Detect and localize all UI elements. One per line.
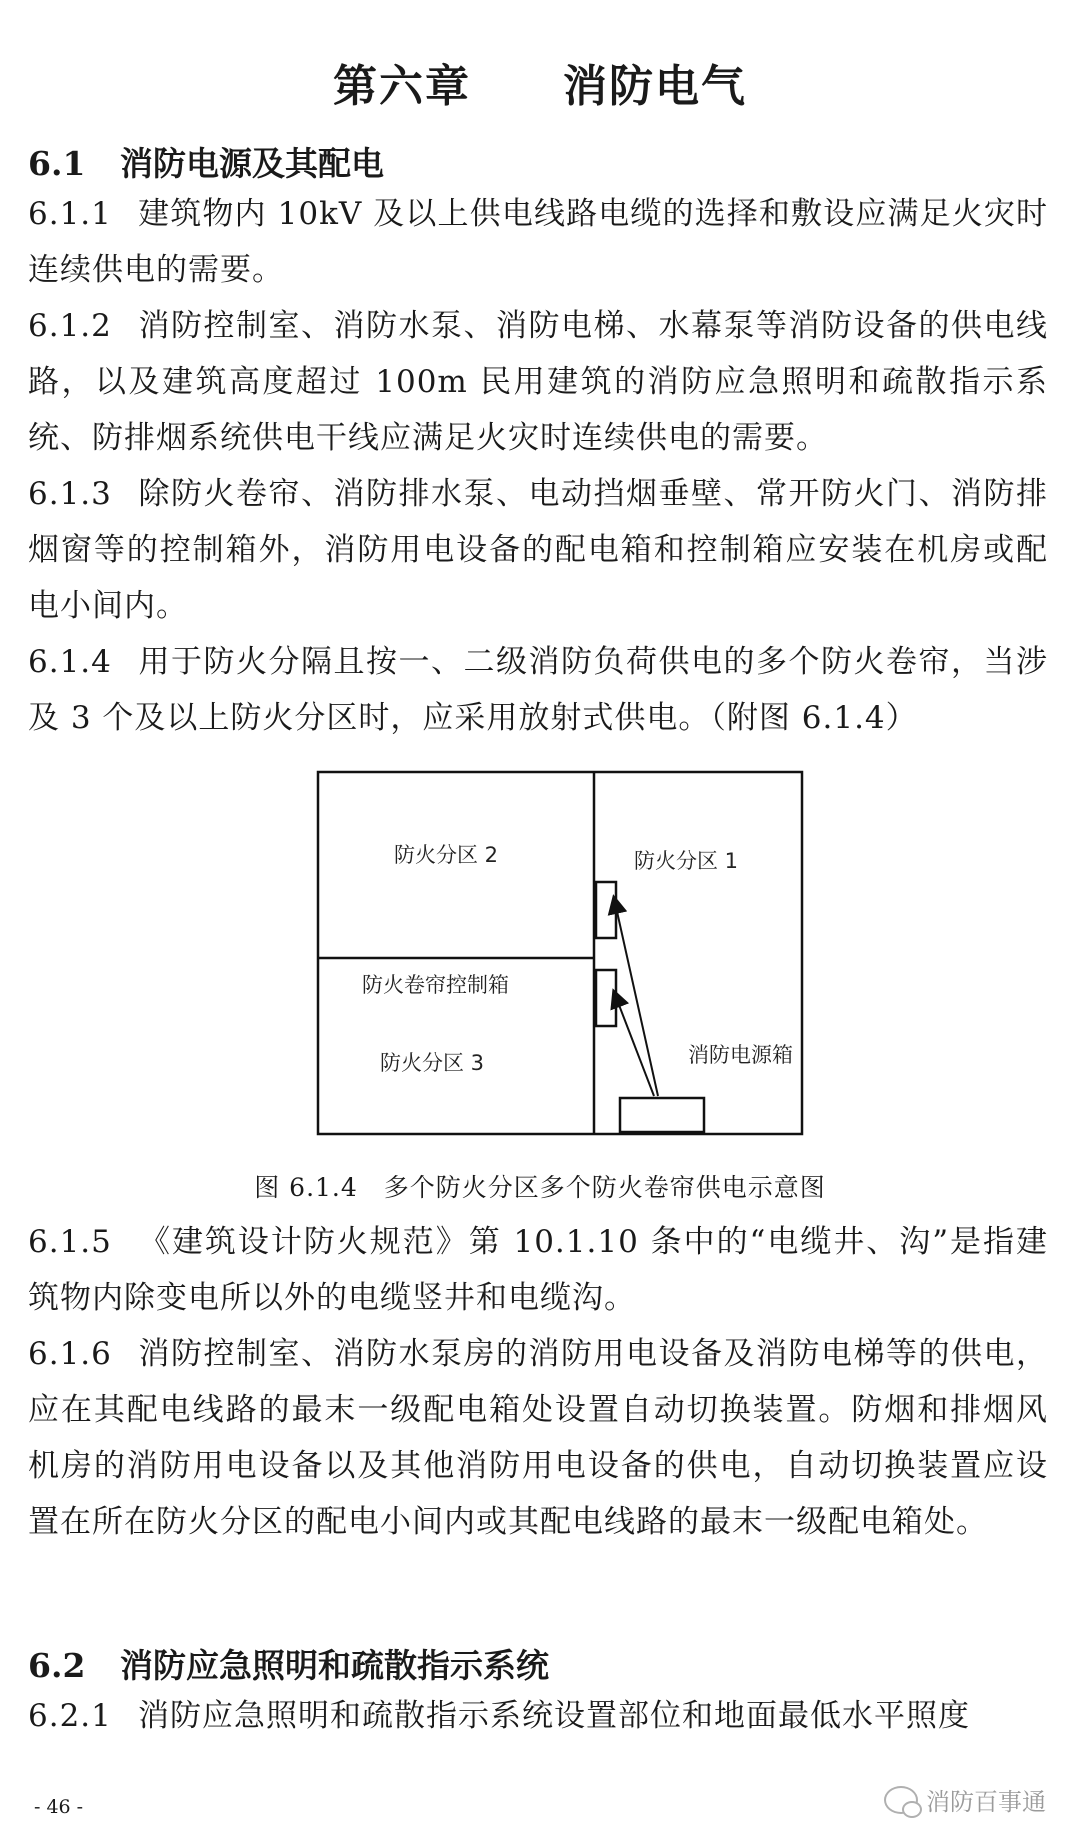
clause-number: 6.1.4: [28, 644, 112, 680]
clause-text: 建筑物内 10kV 及以上供电线路电缆的选择和敷设应满足火灾时连续供电的需要。: [28, 196, 1048, 288]
clause-text: 消防应急照明和疏散指示系统设置部位和地面最低水平照度: [138, 1698, 970, 1734]
shutter-control-box-label: 防火卷帘控制箱: [362, 973, 509, 997]
watermark: [884, 1782, 1046, 1817]
clause-6-1-3: [28, 466, 1048, 634]
clause-number: 6.2.1: [28, 1698, 112, 1734]
page-number: - 46 -: [34, 1796, 84, 1818]
section-heading-6-2: [28, 1640, 549, 1687]
clause-text: 消防控制室、消防水泵房的消防用电设备及消防电梯等的供电，应在其配电线路的最末一级配电箱处设置自动切换装置。防烟和排烟风机房的消防用电设备以及其他消防用电设备的供电，自动切换装置应设置在所在防火分区的配电小间内或其配电线路的最末一级配电箱处。: [28, 1336, 1048, 1540]
diagram-svg: [316, 770, 804, 1138]
clause-text: 消防控制室、消防水泵、消防电梯、水幕泵等消防设备的供电线路，以及建筑高度超过 100m 民用建筑的消防应急照明和疏散指示系统、防排烟系统供电干线应满足火灾时连续供电的需要。: [28, 308, 1048, 456]
clause-number: 6.1.5: [28, 1224, 112, 1260]
clause-number: 6.1.6: [28, 1336, 112, 1372]
clause-6-1-2: [28, 298, 1048, 466]
feeder-arrow-1: [614, 898, 658, 1096]
clause-6-1-1: [28, 186, 1048, 298]
section-heading-6-1: [28, 138, 384, 185]
section-number: 6.1: [28, 144, 86, 183]
building-outline: [318, 772, 802, 1134]
clause-6-1-4: [28, 634, 1048, 746]
figure-caption: 图 6.1.4 多个防火分区多个防火卷帘供电示意图: [254, 1173, 826, 1202]
zone-1-label: 防火分区 1: [634, 849, 739, 873]
clause-text: 除防火卷帘、消防排水泵、电动挡烟垂壁、常开防火门、消防排烟窗等的控制箱外，消防用电设备的配电箱和控制箱应安装在机房或配电小间内。: [28, 476, 1048, 624]
clause-6-1-6: [28, 1326, 1048, 1550]
clause-number: 6.1.1: [28, 196, 112, 232]
section-title: 消防应急照明和疏散指示系统: [120, 1646, 549, 1685]
power-box-label: 消防电源箱: [688, 1043, 793, 1067]
shutter-control-box-2: [596, 970, 616, 1026]
shutter-control-box-1: [596, 882, 616, 938]
feeder-arrow-2: [614, 992, 654, 1096]
zone-3-label: 防火分区 3: [380, 1051, 485, 1075]
chapter-title: 第六章 消防电气: [333, 61, 747, 112]
fire-power-box: [620, 1098, 704, 1132]
clause-number: 6.1.2: [28, 308, 112, 344]
wechat-icon: [884, 1786, 918, 1814]
clause-text: 《建筑设计防火规范》第 10.1.10 条中的“电缆井、沟”是指建筑物内除变电所以外的电缆竖井和电缆沟。: [28, 1224, 1048, 1316]
section-title: 消防电源及其配电: [120, 144, 384, 183]
clause-number: 6.1.3: [28, 476, 112, 512]
clause-6-1-5: [28, 1214, 1048, 1326]
clause-text: 用于防火分隔且按一、二级消防负荷供电的多个防火卷帘，当涉及 3 个及以上防火分区时，应采用放射式供电。（附图 6.1.4）: [28, 644, 1048, 736]
zone-2-label: 防火分区 2: [394, 843, 499, 867]
clause-6-2-1: [28, 1688, 1048, 1744]
fire-shutter-power-diagram: [316, 770, 804, 1138]
section-number: 6.2: [28, 1646, 86, 1685]
watermark-text: 消防百事通: [926, 1788, 1046, 1816]
